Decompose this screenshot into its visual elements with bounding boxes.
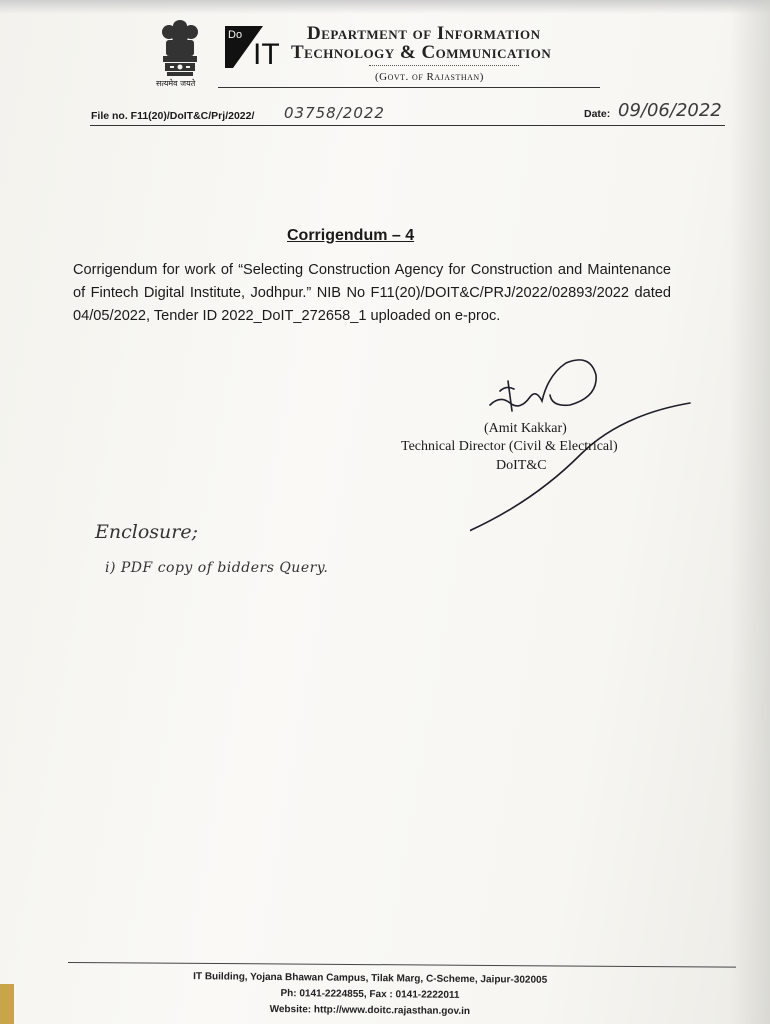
enclosure-heading: Enclosure; <box>95 521 198 543</box>
corner-edge <box>0 984 14 1024</box>
date-label: Date: <box>584 108 611 120</box>
enclosure-item: i) PDF copy of bidders Query. <box>105 560 329 576</box>
department-name-line1: Department of Information <box>307 23 541 44</box>
doit-logo <box>223 24 287 70</box>
signatory-organisation: DoIT&C <box>496 458 547 473</box>
footer-address: IT Building, Yojana Bhawan Campus, Tilak Marg, C-Scheme, Jaipur-302005 <box>193 971 548 986</box>
date-handwritten: 09/06/2022 <box>618 100 722 121</box>
department-name-line2: Technology & Communication <box>291 42 552 63</box>
logo-it-text: IT <box>253 38 280 70</box>
footer <box>120 968 620 1021</box>
top-shadow <box>0 0 770 14</box>
signatory-name: (Amit Kakkar) <box>484 421 567 436</box>
footer-rule <box>68 962 736 968</box>
right-shadow <box>730 0 770 1024</box>
file-number-label: File no. F11(20)/DoIT&C/Prj/2022/ <box>91 110 255 122</box>
emblem-caption: सत्यमेव जयते <box>156 79 196 88</box>
header-rule <box>218 87 600 88</box>
logo-do-text: Do <box>228 29 243 41</box>
file-rule <box>90 125 725 126</box>
government-label: (Govt. of Rajasthan) <box>375 71 484 83</box>
document-title: Corrigendum – 4 <box>287 227 415 244</box>
signatory-designation: Technical Director (Civil & Electrical) <box>401 439 618 454</box>
file-number-handwritten: 03758/2022 <box>284 104 385 122</box>
footer-website[interactable]: Website: http://www.doitc.rajasthan.gov.in <box>269 1003 471 1018</box>
dotted-separator <box>369 65 519 66</box>
corrigendum-body: Corrigendum for work of “Selecting Construction Agency for Construction and Maintenance of Fintech Digital Institute, Jodhpur.” NIB No F11(20)/DOIT&C/PRJ/2022/02893/2022 dated 04/05/2022, Tender ID 2022_DoIT_272658_1 uploaded on e-proc. <box>73 262 671 324</box>
footer-phone: Ph: 0141-2224855, Fax : 0141-2222011 <box>280 988 460 1001</box>
